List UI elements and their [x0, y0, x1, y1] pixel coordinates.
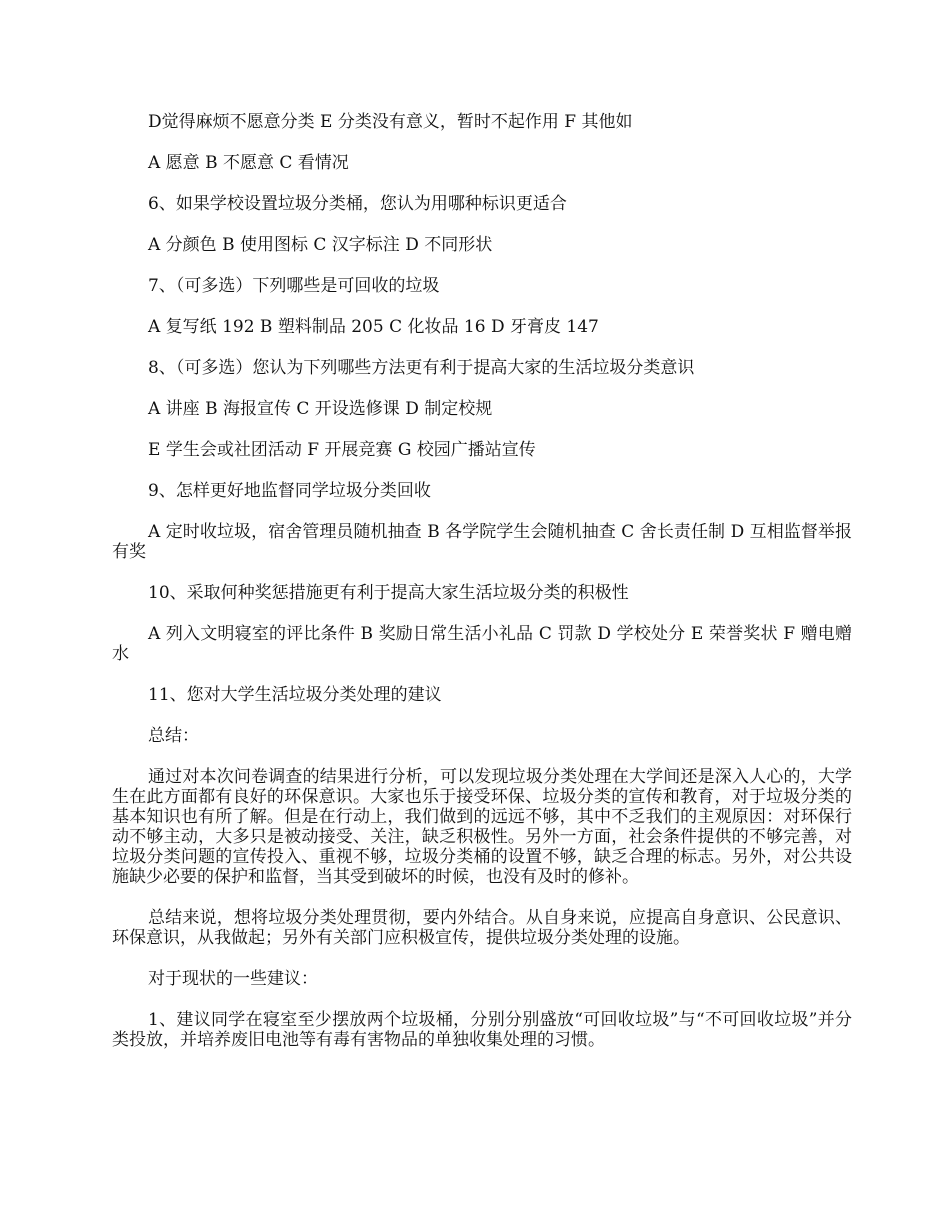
question-9-options: A 定时收垃圾，宿舍管理员随机抽查 B 各学院学生会随机抽查 C 舍长责任制 D 互相监督举报有奖 [112, 522, 852, 562]
question-7: 7、（可多选）下列哪些是可回收的垃圾 [148, 276, 440, 296]
suggestions-heading: 对于现状的一些建议： [148, 969, 318, 989]
question-10: 10、采取何种奖惩措施更有利于提高大家生活垃圾分类的积极性 [148, 583, 629, 603]
question-7-options: A 复写纸 192 B 塑料制品 205 C 化妆品 16 D 牙膏皮 147 [148, 317, 599, 337]
summary-heading: 总结： [148, 726, 199, 746]
question-8: 8、（可多选）您认为下列哪些方法更有利于提高大家的生活垃圾分类意识 [148, 358, 695, 378]
summary-paragraph-1: 通过对本次问卷调查的结果进行分析，可以发现垃圾分类处理在大学间还是深入人心的，大学生在此方面都有良好的环保意识。大家也乐于接受环保、垃圾分类的宣传和教育，对于垃圾分类的基本知识也有所了解。但是在行动上，我们做到的远远不够，其中不乏我们的主观原因：对环保行动不够主动，大多只是被动接受、关注，缺乏积极性。另外一方面，社会条件提供的不够完善，对垃圾分类问题的宣传投入、重视不够，垃圾分类桶的设置不够，缺乏合理的标志。另外，对公共设施缺少必要的保护和监督，当其受到破坏的时候，也没有及时的修补。 [112, 767, 852, 887]
paragraph-recycle-reasons: D觉得麻烦不愿意分类 E 分类没有意义，暂时不起作用 F 其他如 [148, 112, 633, 132]
question-9: 9、怎样更好地监督同学垃圾分类回收 [148, 481, 431, 501]
question-6: 6、如果学校设置垃圾分类桶，您认为用哪种标识更适合 [148, 194, 567, 214]
question-8-options-e-g: E 学生会或社团活动 F 开展竞赛 G 校园广播站宣传 [148, 440, 536, 460]
document-page [112, 112, 852, 1070]
question-11: 11、您对大学生活垃圾分类处理的建议 [148, 685, 442, 705]
question-8-options-a-d: A 讲座 B 海报宣传 C 开设选修课 D 制定校规 [148, 399, 493, 419]
summary-paragraph-2: 总结来说，想将垃圾分类处理贯彻，要内外结合。从自身来说，应提高自身意识、公民意识、环保意识，从我做起；另外有关部门应积极宣传，提供垃圾分类处理的设施。 [112, 908, 852, 948]
question-10-options: A 列入文明寝室的评比条件 B 奖励日常生活小礼品 C 罚款 D 学校处分 E 荣誉奖状 F 赠电赠水 [112, 624, 852, 664]
suggestion-1: 1、建议同学在寝室至少摆放两个垃圾桶，分别分别盛放“可回收垃圾”与“不可回收垃圾”并分类投放，并培养废旧电池等有毒有害物品的单独收集处理的习惯。 [112, 1010, 852, 1050]
question-6-options: A 分颜色 B 使用图标 C 汉字标注 D 不同形状 [148, 235, 493, 255]
paragraph-willingness-options: A 愿意 B 不愿意 C 看情况 [148, 153, 349, 173]
